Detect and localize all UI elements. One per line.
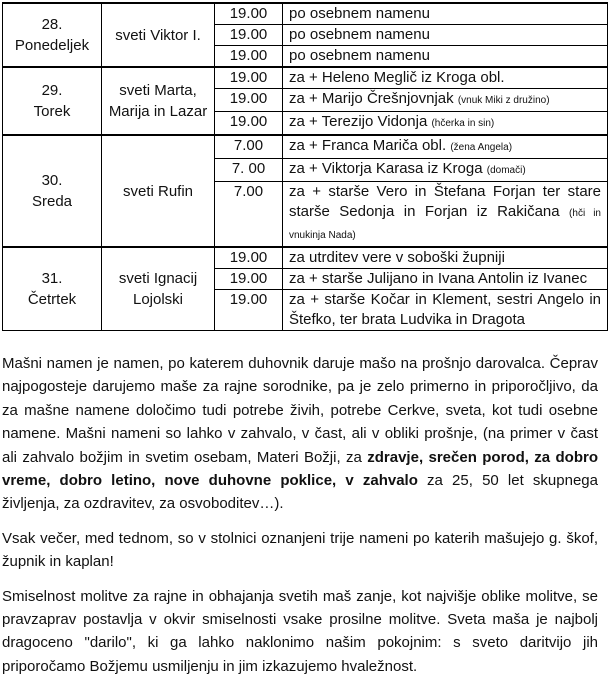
saint-cell: sveti Viktor I. [102, 3, 215, 67]
mass-intention: za + starše Vero in Štefana Forjan ter stare starše Sedonja in Forjan iz Rakičana [289, 183, 601, 220]
mass-intention: za + Terezijo Vidonja [289, 113, 428, 130]
mass-time: 19.00 [215, 269, 283, 290]
paragraph-text: za 25, 50 let skupnega življenja, za ozdravitev, za osvoboditev…). [2, 472, 598, 513]
mass-intention-cell [283, 46, 608, 68]
mass-schedule-table [2, 2, 608, 331]
mass-intention-cell [283, 3, 608, 25]
mass-donor-note: (hčerka in sin) [431, 118, 495, 129]
day-number: 30. [41, 172, 63, 189]
mass-donor-note: (domači) [486, 165, 526, 176]
mass-intention: za + Heleno Meglič iz Kroga obl. [289, 69, 505, 86]
mass-donor-note: (žena Angela) [450, 142, 513, 153]
schedule-row [3, 247, 608, 269]
schedule-row [3, 135, 608, 159]
mass-intention: za + Viktorja Karasa iz Kroga [289, 160, 483, 177]
schedule-row [3, 3, 608, 25]
mass-time: 7.00 [215, 135, 283, 159]
mass-time: 19.00 [215, 67, 283, 89]
mass-intention: za utrditev vere v soboški župniji [289, 249, 505, 266]
schedule-row [3, 67, 608, 89]
mass-intention-cell [283, 25, 608, 46]
day-cell [3, 135, 102, 247]
day-name: Četrtek [27, 291, 77, 308]
mass-time: 7. 00 [215, 159, 283, 182]
mass-intention-cell [283, 112, 608, 136]
mass-time: 19.00 [215, 46, 283, 68]
mass-intention-cell [283, 182, 608, 248]
mass-time: 19.00 [215, 89, 283, 112]
mass-intention: po osebnem namenu [289, 5, 430, 22]
mass-intention: za + starše Julijano in Ivana Antolin iz Ivanec [289, 270, 588, 287]
saint-cell: sveti Marta, Marija in Lazar [102, 67, 215, 135]
mass-intention: za + Franca Mariča obl. [289, 137, 447, 154]
mass-time: 19.00 [215, 3, 283, 25]
day-cell [3, 67, 102, 135]
mass-intention: po osebnem namenu [289, 26, 430, 43]
mass-intention-cell [283, 135, 608, 159]
mass-intention-cell [283, 159, 608, 182]
mass-intention-cell [283, 67, 608, 89]
mass-time: 19.00 [215, 25, 283, 46]
mass-donor-note: (hči in vnukinja Nada) [289, 208, 601, 241]
mass-time: 19.00 [215, 247, 283, 269]
mass-intention-cell [283, 290, 608, 331]
day-name: Ponedeljek [14, 37, 90, 54]
mass-donor-note: (vnuk Miki z družino) [457, 95, 550, 106]
body-text [2, 352, 598, 689]
mass-time: 7.00 [215, 182, 283, 248]
mass-intention-cell [283, 89, 608, 112]
paragraph-text: Mašni namen je namen, po katerem duhovnik daruje mašo na prošnjo darovalca. Čeprav najpogosteje darujemo maše za rajne sorodnike, pa je zelo primerno in priporočljivo, da za mašne namene določimo tudi potrebe živih, potrebe Cerkve, sveta, kot tudi osebne namene. Mašni nameni so lahko v zahvalo, v čast, ali v obliki prošnje, (na primer v čast ali zahvalo božjim in svetim osebam, Materi Božji, za [2, 355, 598, 466]
paragraph-bold-text: zdravje, srečen porod, za dobro vreme, dobro letino, nove duhovne poklice, v zahvalo [2, 448, 598, 490]
paragraph-mass-intention [2, 352, 598, 516]
day-cell [3, 247, 102, 331]
saint-cell: sveti Ignacij Lojolski [102, 247, 215, 331]
day-number: 29. [41, 82, 63, 99]
mass-intention-cell [283, 269, 608, 290]
saint-cell: sveti Rufin [102, 135, 215, 247]
mass-time: 19.00 [215, 112, 283, 136]
mass-intention: za + starše Kočar in Klement, sestri Angelo in Štefko, ter brata Ludvika in Dragota [289, 291, 601, 328]
mass-time: 19.00 [215, 290, 283, 331]
day-number: 28. [41, 16, 63, 33]
paragraph-prayer-meaning: Smiselnost molitve za rajne in obhajanja svetih maš zanje, kot najvišje oblike molitve, se pravzaprav postavlja v okvir smiselnosti vsake prosilne molitve. Sveta maša je najbolj dragoceno "darilo", ki ga lahko naklonimo našim pokojnim: s sveto daritvijo jih priporočamo Božjemu usmiljenju in jim izkazujemo hvaležnost. [2, 587, 598, 675]
mass-intention: po osebnem namenu [289, 47, 430, 64]
day-cell [3, 3, 102, 67]
day-name: Sreda [31, 193, 73, 210]
paragraph-evening-intentions: Vsak večer, med tednom, so v stolnici oznanjeni trije nameni po katerih mašujejo g. škof, župnik in kaplan! [2, 529, 598, 571]
day-name: Torek [33, 103, 71, 120]
mass-intention-cell [283, 247, 608, 269]
day-number: 31. [41, 270, 63, 287]
mass-intention: za + Marijo Črešnjovnjak [289, 90, 454, 107]
